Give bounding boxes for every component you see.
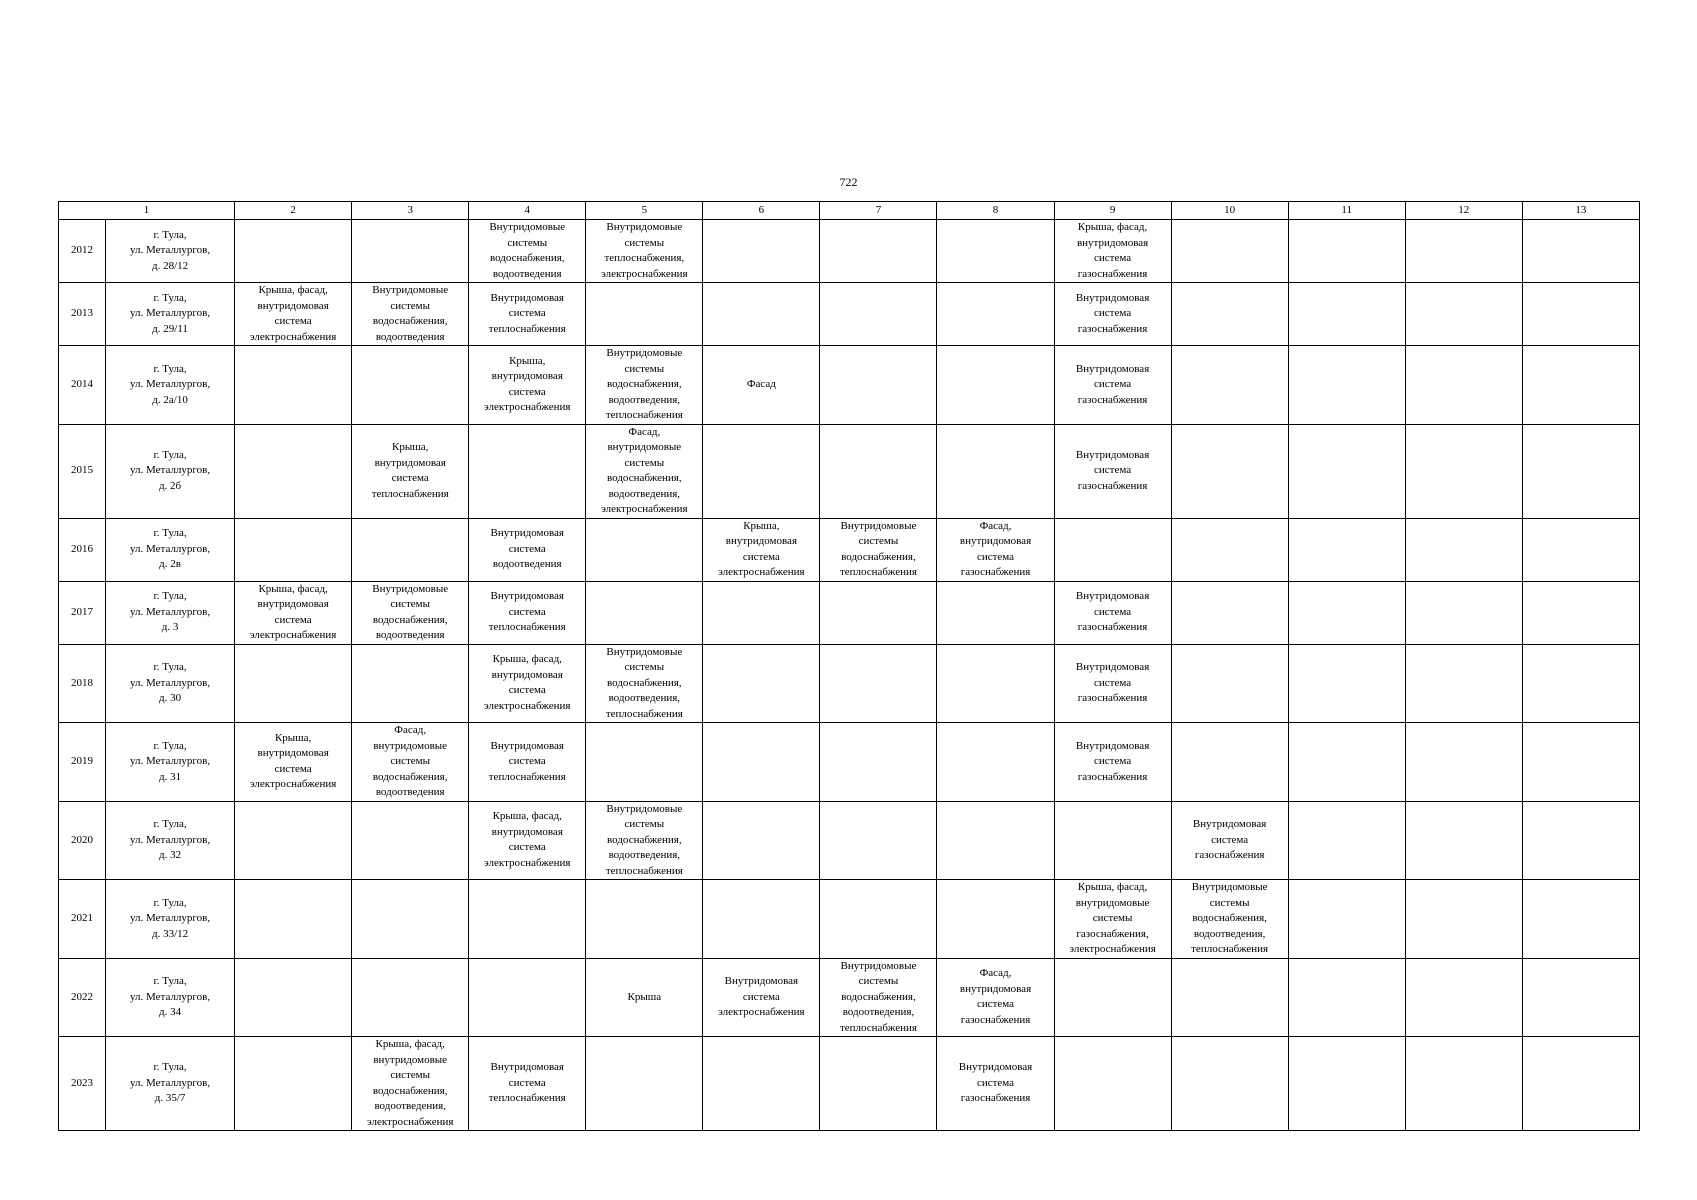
- work-cell: [1288, 346, 1405, 425]
- work-cell: Внутридомовые системы водоснабжения, водоотведения: [469, 220, 586, 283]
- table-row: [59, 581, 1640, 644]
- work-cell: [1171, 644, 1288, 723]
- work-cell: [1054, 801, 1171, 880]
- work-cell: [1522, 424, 1639, 518]
- year-cell: 2016: [59, 518, 106, 581]
- work-cell: Крыша, внутридомовая система теплоснабжения: [352, 424, 469, 518]
- table-row: [59, 801, 1640, 880]
- year-cell: 2021: [59, 880, 106, 959]
- work-cell: [703, 644, 820, 723]
- work-cell: [235, 801, 352, 880]
- work-cell: [586, 723, 703, 802]
- work-cell: [586, 1037, 703, 1131]
- work-cell: [1522, 220, 1639, 283]
- work-cell: Внутридомовая система теплоснабжения: [469, 581, 586, 644]
- year-cell: 2013: [59, 283, 106, 346]
- work-cell: [937, 283, 1054, 346]
- address-cell: г. Тула, ул. Металлургов, д. 34: [106, 958, 235, 1037]
- work-cell: Внутридомовые системы водоснабжения, водоотведения, теплоснабжения: [586, 801, 703, 880]
- work-cell: Внутридомовая система теплоснабжения: [469, 1037, 586, 1131]
- work-cell: Внутридомовые системы водоснабжения, водоотведения, теплоснабжения: [820, 958, 937, 1037]
- table-row: [59, 283, 1640, 346]
- address-cell: г. Тула, ул. Металлургов, д. 31: [106, 723, 235, 802]
- work-cell: [1288, 1037, 1405, 1131]
- work-cell: [937, 644, 1054, 723]
- address-cell: г. Тула, ул. Металлургов, д. 2а/10: [106, 346, 235, 425]
- work-cell: [1288, 518, 1405, 581]
- work-cell: [235, 958, 352, 1037]
- work-cell: [1405, 801, 1522, 880]
- work-cell: Внутридомовая система газоснабжения: [1054, 581, 1171, 644]
- address-cell: г. Тула, ул. Металлургов, д. 28/12: [106, 220, 235, 283]
- column-number-row: [59, 202, 1640, 220]
- work-cell: [703, 424, 820, 518]
- table-body: [59, 220, 1640, 1131]
- work-cell: [703, 283, 820, 346]
- work-cell: Внутридомовая система газоснабжения: [1054, 723, 1171, 802]
- column-header: 11: [1288, 202, 1405, 220]
- work-cell: [1405, 346, 1522, 425]
- work-cell: [937, 801, 1054, 880]
- work-cell: [1171, 346, 1288, 425]
- column-header: 12: [1405, 202, 1522, 220]
- work-cell: Внутридомовые системы водоснабжения, водоотведения: [352, 283, 469, 346]
- work-cell: [820, 346, 937, 425]
- work-cell: [703, 1037, 820, 1131]
- work-cell: [1288, 958, 1405, 1037]
- work-cell: [703, 723, 820, 802]
- work-cell: [937, 581, 1054, 644]
- work-cell: Крыша, фасад, внутридомовая система электроснабжения: [469, 644, 586, 723]
- work-cell: [469, 424, 586, 518]
- work-cell: Фасад, внутридомовая система газоснабжения: [937, 518, 1054, 581]
- work-cell: [703, 880, 820, 959]
- work-cell: Фасад: [703, 346, 820, 425]
- column-header: 3: [352, 202, 469, 220]
- work-cell: [1171, 220, 1288, 283]
- column-header: 8: [937, 202, 1054, 220]
- work-cell: [1171, 424, 1288, 518]
- work-cell: [1054, 1037, 1171, 1131]
- work-cell: [352, 220, 469, 283]
- table-row: [59, 424, 1640, 518]
- work-cell: Крыша, внутридомовая система электроснабжения: [235, 723, 352, 802]
- year-cell: 2014: [59, 346, 106, 425]
- address-cell: г. Тула, ул. Металлургов, д. 30: [106, 644, 235, 723]
- work-cell: [1171, 518, 1288, 581]
- work-cell: [703, 801, 820, 880]
- address-cell: г. Тула, ул. Металлургов, д. 33/12: [106, 880, 235, 959]
- work-cell: [820, 801, 937, 880]
- work-cell: [235, 880, 352, 959]
- work-cell: [820, 644, 937, 723]
- work-cell: [235, 1037, 352, 1131]
- work-cell: [1171, 1037, 1288, 1131]
- work-cell: Крыша, фасад, внутридомовая система электроснабжения: [469, 801, 586, 880]
- table-row: [59, 346, 1640, 425]
- work-cell: Внутридомовая система газоснабжения: [1054, 644, 1171, 723]
- table-row: [59, 518, 1640, 581]
- column-header: 2: [235, 202, 352, 220]
- work-cell: [352, 346, 469, 425]
- work-cell: [1288, 581, 1405, 644]
- work-cell: [820, 581, 937, 644]
- work-cell: [1288, 644, 1405, 723]
- work-cell: [1405, 723, 1522, 802]
- work-cell: [1288, 220, 1405, 283]
- work-cell: [1522, 283, 1639, 346]
- work-cell: [235, 644, 352, 723]
- work-cell: [937, 220, 1054, 283]
- work-cell: [235, 424, 352, 518]
- work-cell: [937, 346, 1054, 425]
- work-cell: Внутридомовая система газоснабжения: [937, 1037, 1054, 1131]
- work-cell: [1522, 880, 1639, 959]
- column-header: 10: [1171, 202, 1288, 220]
- work-cell: Крыша, фасад, внутридомовые системы водоснабжения, водоотведения, электроснабжения: [352, 1037, 469, 1131]
- work-cell: [1522, 518, 1639, 581]
- work-cell: [1405, 581, 1522, 644]
- work-cell: Внутридомовые системы водоснабжения, теплоснабжения: [820, 518, 937, 581]
- address-cell: г. Тула, ул. Металлургов, д. 35/7: [106, 1037, 235, 1131]
- column-header: 9: [1054, 202, 1171, 220]
- work-cell: [586, 518, 703, 581]
- work-cell: [1405, 958, 1522, 1037]
- work-cell: [469, 880, 586, 959]
- work-cell: [703, 220, 820, 283]
- work-cell: [937, 723, 1054, 802]
- work-cell: [1405, 424, 1522, 518]
- work-cell: Внутридомовая система газоснабжения: [1054, 346, 1171, 425]
- column-header: 6: [703, 202, 820, 220]
- work-cell: [1171, 283, 1288, 346]
- work-cell: Внутридомовая система теплоснабжения: [469, 723, 586, 802]
- column-header: 5: [586, 202, 703, 220]
- column-header: 13: [1522, 202, 1639, 220]
- work-cell: [820, 1037, 937, 1131]
- work-cell: [469, 958, 586, 1037]
- work-cell: Внутридомовые системы водоснабжения, водоотведения, теплоснабжения: [1171, 880, 1288, 959]
- work-cell: [703, 581, 820, 644]
- address-cell: г. Тула, ул. Металлургов, д. 29/11: [106, 283, 235, 346]
- work-cell: [937, 880, 1054, 959]
- work-cell: [1405, 644, 1522, 723]
- work-cell: Внутридомовая система газоснабжения: [1054, 283, 1171, 346]
- work-cell: [1522, 801, 1639, 880]
- work-cell: [1288, 424, 1405, 518]
- work-cell: Крыша, фасад, внутридомовая система электроснабжения: [235, 283, 352, 346]
- work-cell: Крыша: [586, 958, 703, 1037]
- work-cell: [235, 518, 352, 581]
- work-cell: Крыша, фасад, внутридомовая система электроснабжения: [235, 581, 352, 644]
- work-cell: [1171, 723, 1288, 802]
- year-cell: 2020: [59, 801, 106, 880]
- column-header: 4: [469, 202, 586, 220]
- address-cell: г. Тула, ул. Металлургов, д. 2б: [106, 424, 235, 518]
- work-cell: [352, 518, 469, 581]
- work-cell: [1405, 518, 1522, 581]
- work-cell: [1288, 880, 1405, 959]
- work-cell: [352, 644, 469, 723]
- work-cell: [235, 220, 352, 283]
- work-cell: Внутридомовые системы водоснабжения, водоотведения, теплоснабжения: [586, 644, 703, 723]
- work-cell: [937, 424, 1054, 518]
- repair-schedule-table: [58, 201, 1640, 1131]
- work-cell: Крыша, внутридомовая система электроснабжения: [703, 518, 820, 581]
- work-cell: [1522, 644, 1639, 723]
- work-cell: [1522, 958, 1639, 1037]
- work-cell: Фасад, внутридомовые системы водоснабжения, водоотведения, электроснабжения: [586, 424, 703, 518]
- work-cell: Внутридомовая система водоотведения: [469, 518, 586, 581]
- work-cell: [820, 220, 937, 283]
- work-cell: Внутридомовые системы теплоснабжения, электроснабжения: [586, 220, 703, 283]
- work-cell: [1522, 723, 1639, 802]
- table-row: [59, 644, 1640, 723]
- work-cell: Фасад, внутридомовые системы водоснабжения, водоотведения: [352, 723, 469, 802]
- work-cell: [1054, 958, 1171, 1037]
- year-cell: 2023: [59, 1037, 106, 1131]
- work-cell: [820, 723, 937, 802]
- year-cell: 2022: [59, 958, 106, 1037]
- work-cell: [1288, 801, 1405, 880]
- year-cell: 2018: [59, 644, 106, 723]
- year-cell: 2012: [59, 220, 106, 283]
- address-cell: г. Тула, ул. Металлургов, д. 3: [106, 581, 235, 644]
- address-cell: г. Тула, ул. Металлургов, д. 2в: [106, 518, 235, 581]
- table-row: [59, 958, 1640, 1037]
- work-cell: [1405, 220, 1522, 283]
- work-cell: [820, 880, 937, 959]
- work-cell: [1054, 518, 1171, 581]
- work-cell: Внутридомовые системы водоснабжения, водоотведения, теплоснабжения: [586, 346, 703, 425]
- work-cell: [235, 346, 352, 425]
- work-cell: [586, 283, 703, 346]
- work-cell: Внутридомовая система газоснабжения: [1054, 424, 1171, 518]
- work-cell: [1288, 283, 1405, 346]
- year-cell: 2017: [59, 581, 106, 644]
- work-cell: Внутридомовая система газоснабжения: [1171, 801, 1288, 880]
- work-cell: [1522, 1037, 1639, 1131]
- work-cell: Крыша, фасад, внутридомовые системы газоснабжения, электроснабжения: [1054, 880, 1171, 959]
- year-cell: 2015: [59, 424, 106, 518]
- work-cell: [1405, 283, 1522, 346]
- work-cell: [352, 958, 469, 1037]
- work-cell: Крыша, внутридомовая система электроснабжения: [469, 346, 586, 425]
- column-header: 1: [59, 202, 235, 220]
- table-row: [59, 1037, 1640, 1131]
- work-cell: [1522, 581, 1639, 644]
- table-row: [59, 723, 1640, 802]
- work-cell: [1522, 346, 1639, 425]
- work-cell: [586, 880, 703, 959]
- work-cell: [1288, 723, 1405, 802]
- work-cell: [820, 283, 937, 346]
- work-cell: [352, 880, 469, 959]
- work-cell: Внутридомовые системы водоснабжения, водоотведения: [352, 581, 469, 644]
- work-cell: Фасад, внутридомовая система газоснабжения: [937, 958, 1054, 1037]
- work-cell: Крыша, фасад, внутридомовая система газоснабжения: [1054, 220, 1171, 283]
- work-cell: [352, 801, 469, 880]
- work-cell: [1405, 1037, 1522, 1131]
- work-cell: [1171, 958, 1288, 1037]
- page-number: 722: [839, 175, 858, 189]
- column-header: 7: [820, 202, 937, 220]
- table-row: [59, 220, 1640, 283]
- work-cell: Внутридомовая система теплоснабжения: [469, 283, 586, 346]
- work-cell: Внутридомовая система электроснабжения: [703, 958, 820, 1037]
- work-cell: [820, 424, 937, 518]
- year-cell: 2019: [59, 723, 106, 802]
- work-cell: [586, 581, 703, 644]
- address-cell: г. Тула, ул. Металлургов, д. 32: [106, 801, 235, 880]
- table-row: [59, 880, 1640, 959]
- work-cell: [1171, 581, 1288, 644]
- work-cell: [1405, 880, 1522, 959]
- table-header: [59, 202, 1640, 220]
